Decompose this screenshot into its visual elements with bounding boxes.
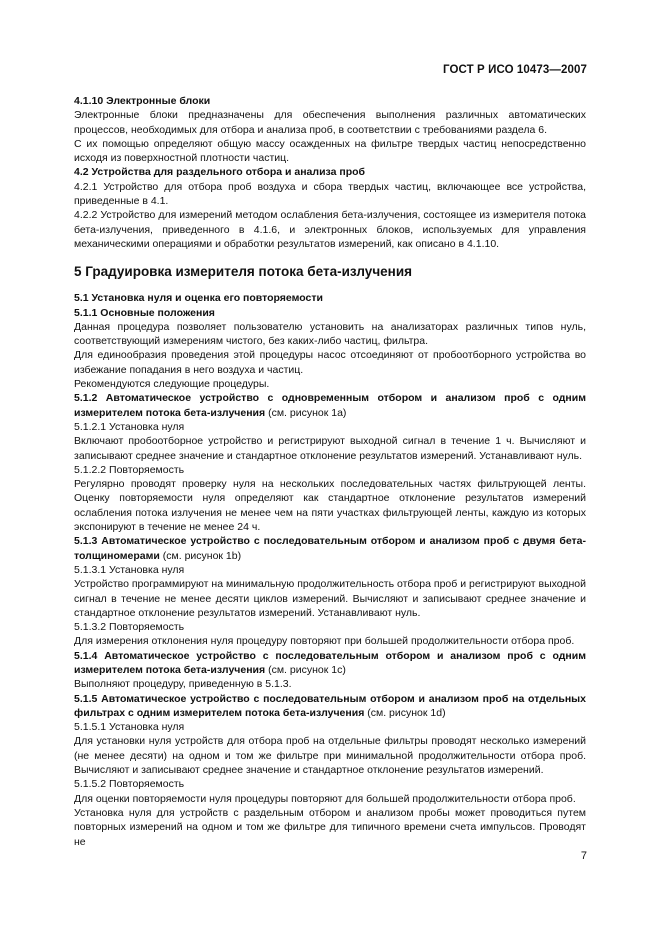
paragraph: Регулярно проводят проверку нуля на нескольких последовательных частях фильтрующей ленты. Оценку повторяемости нуля определяют как стандартное отклонение результатов измерений ослабления потока излучения не менее чем на пяти участках фильтрующей ленты, каждую из которых экспонируют в течение не менее 24 ч.	[74, 478, 586, 534]
paragraph: Для оценки повторяемости нуля процедуры повторяют для большей продолжительности отбора проб.	[74, 792, 576, 805]
heading-5-1-5: 5.1.5 Автоматическое устройство с последовательным отбором и анализом проб на отдельных фильтрах с одним измерителем потока бета-излучения (см. рисунок 1d)	[74, 692, 586, 719]
heading-5-1-3-1: 5.1.3.1 Установка нуля	[74, 563, 185, 576]
document-header: ГОСТ Р ИСО 10473—2007	[442, 64, 587, 76]
heading-5-1-3: 5.1.3 Автоматическое устройство с последовательным отбором и анализом проб с двумя бета-толщиномерами (см. рисунок 1b)	[74, 535, 586, 562]
paragraph: Включают пробоотборное устройство и регистрируют выходной сигнал в течение 1 ч. Вычисляют и записывают среднее значение и стандартное отклонение результатов измерений. Устанавливают нуль.	[74, 435, 586, 462]
heading-5-1-5-2: 5.1.5.2 Повторяемость	[74, 778, 185, 791]
paragraph: Электронные блоки предназначены для обеспечения выполнения различных автоматических процессов, необходимых для отбора и анализа проб, в соответствии с требованиями раздела 6.	[74, 109, 586, 136]
heading-5-1-2-2: 5.1.2.2 Повторяемость	[74, 463, 185, 476]
paragraph: С их помощью определяют общую массу осажденных на фильтре твердых частиц непосредственно исходя из поверхностной плотности частиц.	[74, 137, 586, 165]
heading-5-1-3-2: 5.1.3.2 Повторяемость	[74, 621, 185, 634]
paragraph: 4.2.2 Устройство для измерений методом ослабления бета-излучения, состоящее из измерителя потока бета-излучения, приведенного в 4.1.6, и электронных блоков, используемых для управления механическими операциями и обработки результатов измерений, как описано в 4.1.10.	[74, 209, 586, 250]
heading-4-2: 4.2 Устройства для раздельного отбора и анализа проб	[74, 166, 366, 179]
heading-5-1: 5.1 Установка нуля и оценка его повторяемости	[74, 292, 323, 305]
document-body	[74, 94, 586, 849]
section-title-5: 5 Градуировка измерителя потока бета-излучения	[74, 264, 412, 280]
heading-5-1-2: 5.1.2 Автоматическое устройство с одновременным отбором и анализом проб с одним измерителем потока бета-излучения (см. рисунок 1a)	[74, 392, 586, 419]
paragraph: Рекомендуются следующие процедуры.	[74, 378, 270, 391]
heading-4-1-10: 4.1.10 Электронные блоки	[74, 95, 211, 107]
heading-5-1-5-1: 5.1.5.1 Установка нуля	[74, 721, 185, 734]
paragraph: Выполняют процедуру, приведенную в 5.1.3.	[74, 678, 292, 691]
heading-5-1-2-1: 5.1.2.1 Установка нуля	[74, 420, 185, 433]
paragraph: Для установки нуля устройств для отбора проб на отдельные фильтры проводят несколько измерений (не менее десяти) на одном и том же фильтре при минимальной продолжительности отбора проб. Вычисляют и записывают среднее значение и стандартное отклонение результатов измерений.	[74, 735, 586, 777]
paragraph: Установка нуля для устройств с раздельным отбором и анализом пробы может проводиться путем повторных измерений на одном и том же фильтре для типичного времени счета импульсов. Проводят не	[74, 806, 586, 848]
page-number: 7	[580, 850, 587, 862]
paragraph: Устройство программируют на минимальную продолжительность отбора проб и регистрируют выходной сигнал в течение не менее десяти циклов измерений. Вычисляют и записывают среднее значение и стандартное отклонение результатов измерений. Устанавливают нуль.	[74, 578, 586, 619]
heading-5-1-1: 5.1.1 Основные положения	[74, 306, 215, 319]
paragraph: Для единообразия проведения этой процедуры насос отсоединяют от пробоотборного устройства во избежание попадания в него воздуха и частиц.	[74, 349, 586, 376]
heading-5-1-4: 5.1.4 Автоматическое устройство с последовательным отбором и анализом проб с одним измерителем потока бета-излучения (см. рисунок 1c)	[74, 649, 586, 676]
paragraph: 4.2.1 Устройство для отбора проб воздуха и сбора твердых частиц, включающее все устройства, приведенные в 4.1.	[74, 180, 586, 208]
paragraph: Для измерения отклонения нуля процедуру повторяют при большей продолжительности отбора проб.	[74, 635, 575, 648]
paragraph: Данная процедура позволяет пользователю установить на анализаторах различных типов нуль, соответствующий измерениям чистого, без каких-либо частиц, фильтра.	[74, 320, 586, 348]
